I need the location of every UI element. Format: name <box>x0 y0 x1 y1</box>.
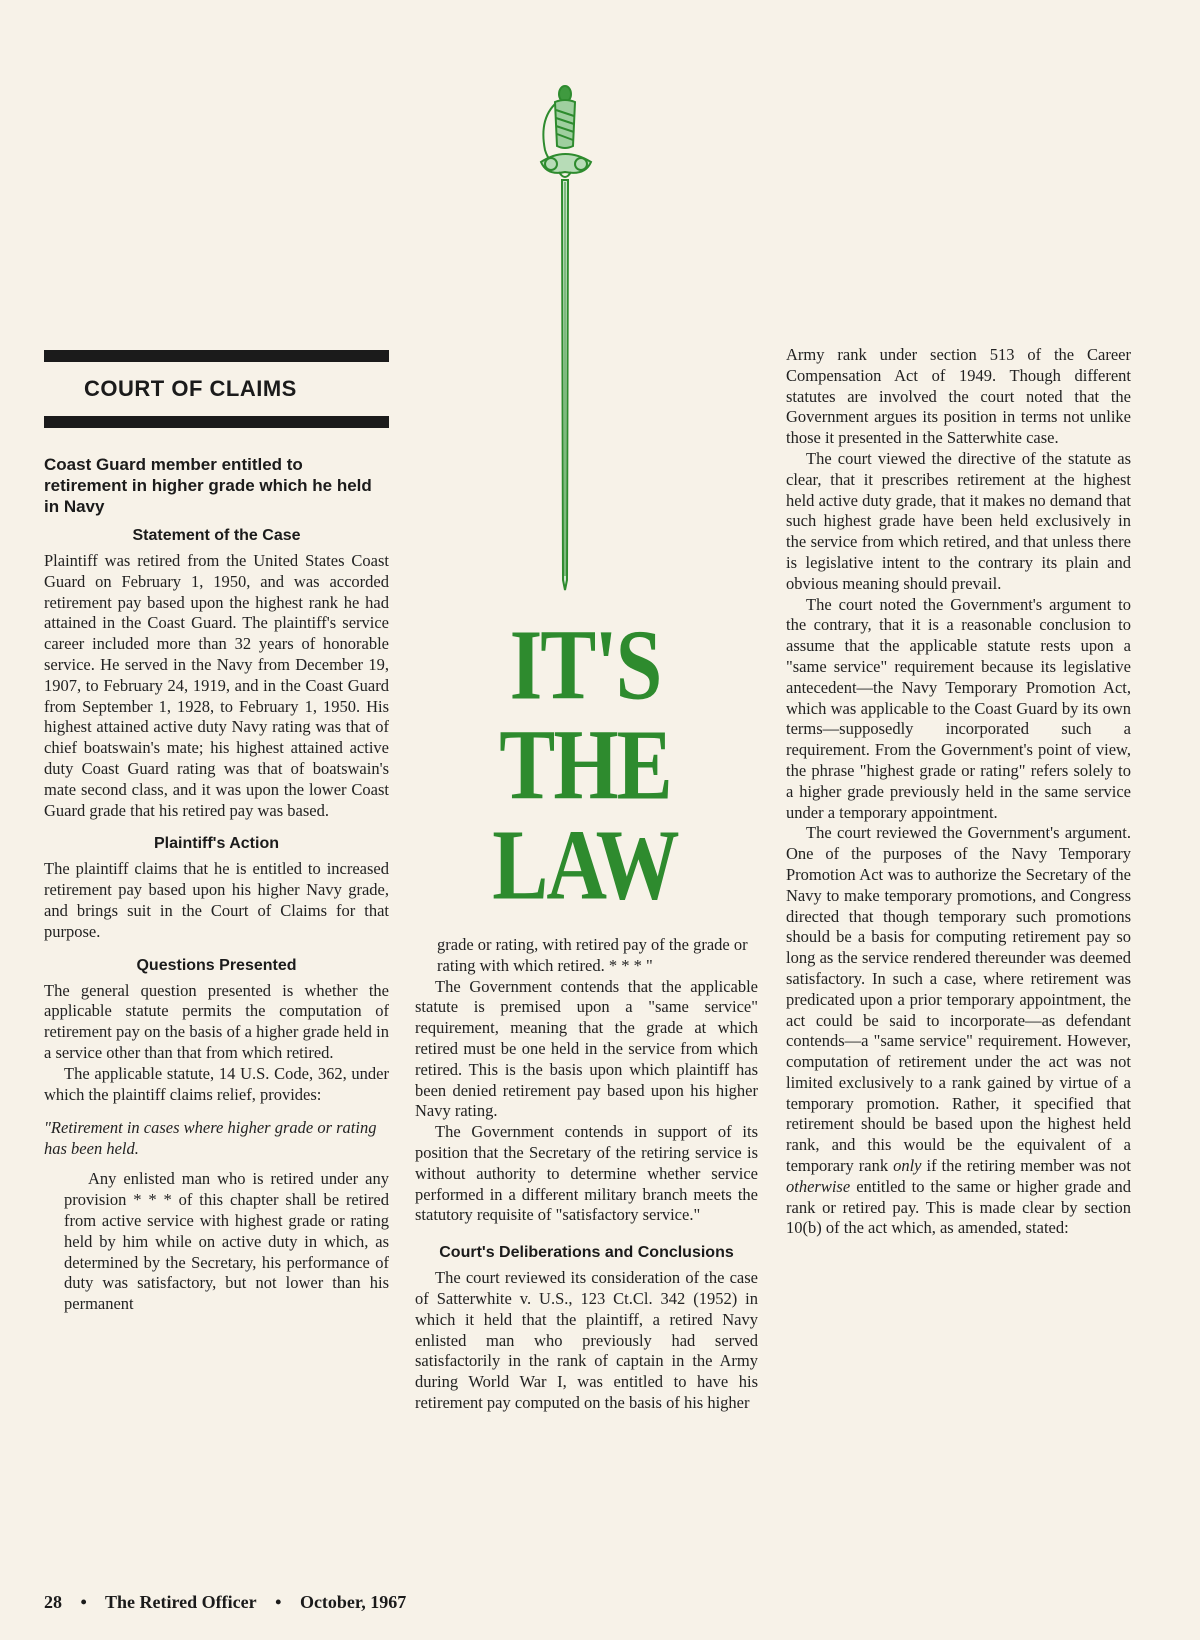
paragraph-questions-2: The applicable statute, 14 U.S. Code, 362, under which the plaintiff claims relief, provides: <box>44 1063 389 1104</box>
statute-quote-continued: grade or rating, with retired pay of the grade or rating with which retired. * * * " <box>437 935 748 975</box>
title-word-its: IT'S <box>509 609 661 722</box>
subhead-action: Plaintiff's Action <box>154 835 279 853</box>
footer-bullet: • <box>275 1592 282 1612</box>
paragraph-action: The plaintiff claims that he is entitled to increased retirement pay based upon his higher Navy grade, and brings suit in the Court of Claims for that purpose. <box>44 859 389 941</box>
publication-name: The Retired Officer <box>105 1592 257 1612</box>
right-column <box>786 345 1131 1239</box>
left-column <box>44 350 389 1315</box>
footer-bullet: • <box>80 1592 87 1612</box>
banner-top-rule <box>44 350 389 362</box>
article-headline: Coast Guard member entitled to retirement in higher grade which he held in Navy <box>44 455 372 516</box>
paragraph-government-2: The Government contends in support of its position that the Secretary of the retiring service is without authority to determine whether service performed in a different military branch meets the statutory requisite of "satisfactory service." <box>415 1122 758 1225</box>
paragraph-deliberations: The court reviewed its consideration of the case of Satterwhite v. U.S., 123 Ct.Cl. 342 (1952) in which it held that the plaintiff, a retired Navy enlisted man who previously had served satisfactorily in the rank of captain in the Army during World War I, was entitled to have his retirement pay computed on the basis of his higher <box>415 1268 758 1412</box>
statute-quote-body: Any enlisted man who is retired under any provision * * * of this chapter shall be retired from active service with highest grade or rating held by him while on active duty in which, as determined by the Secretary, his performance of duty was satisfactory, but not lower than his permanent <box>64 1169 389 1314</box>
paragraph-right-4-part-c: entitled to the same or higher grade and rank or retired pay. This is made clear by section 10(b) of the act which, as amended, stated: <box>786 1176 1131 1238</box>
subhead-statement: Statement of the Case <box>132 527 301 544</box>
paragraph-questions-1: The general question presented is whether the applicable statute permits the computation of retirement pay on the basis of a higher grade held in a service other than that from which retired. <box>44 980 389 1062</box>
emphasis-otherwise: otherwise <box>786 1176 851 1196</box>
section-title: COURT OF CLAIMS <box>84 376 297 401</box>
paragraph-right-1: Army rank under section 513 of the Career Compensation Act of 1949. Though different statutes are involved the court noted that the Government argues its position in terms not unlike those it presented in the Satterwhite case. <box>786 345 1131 448</box>
paragraph-right-4-part-b: if the retiring member was not <box>926 1156 1132 1176</box>
statute-quote-heading: "Retirement in cases where higher grade or rating has been held. <box>44 1118 377 1159</box>
page-number: 28 <box>44 1592 62 1612</box>
middle-column <box>415 935 758 1414</box>
paragraph-right-4-part-a: The court reviewed the Government's argument. One of the purposes of the Navy Temporary Promotion Act was to authorize the Secretary of the Navy to make temporary promotions, and Congress directed that though temporary such promotions should be a basis for computing retirement pay so long as the service rendered thereunder was deemed satisfactory. In such a case, where retirement was predicated upon a prior temporary appointment, the act could be said to incorporate—as defendant contends—a "same service" requirement. However, computation of retirement under the act was not limited exclusively to a rank gained by virtue of a temporary promotion. Rather, it specified that retirement should be based upon the highest held rank, and this would be the equivalent of a temporary rank <box>786 823 1131 1176</box>
paragraph-statement: Plaintiff was retired from the United States Coast Guard on February 1, 1950, and was accorded retirement pay based upon the highest rank he had attained in the Coast Guard. The plaintiff's service career included more than 32 years of honorable service. He served in the Navy from December 19, 1907, to February 24, 1919, and in the Coast Guard from September 1, 1928, to February 1, 1950. His highest attained active duty Navy rating was that of chief boatswain's mate; his highest attained active duty Coast Guard rating was that of boatswain's mate second class, and it was upon the lower Coast Guard grade that his retired pay was based. <box>44 551 389 820</box>
paragraph-right-3: The court noted the Government's argument to the contrary, that it is a reasonable conclusion to assume that the applicable statute rests upon a "same service" requirement because its legislative antecedent—the Navy Temporary Promotion Act, which was applicable to the Coast Guard by its own terms—supposedly incorporated such a requirement. From the Government's point of view, the phrase "highest grade or rating" refers solely to a higher grade previously held in the same service under a temporary appointment. <box>786 594 1131 822</box>
subhead-questions: Questions Presented <box>136 956 297 974</box>
paragraph-government-1: The Government contends that the applicable statute is premised upon a "same service" requirement, meaning that the grade at which retired must be one held in the service from which retired. This is the basis upon which plaintiff has been denied retirement pay based upon his higher Navy rating. <box>415 976 758 1121</box>
sword-icon <box>525 80 605 620</box>
banner-bottom-rule <box>44 416 389 428</box>
page-footer <box>44 1592 420 1613</box>
paragraph-right-4 <box>786 823 1131 1239</box>
paragraph-right-2: The court viewed the directive of the statute as clear, that it prescribes retirement at the highest held active duty grade, that it makes no demand that such highest grade have been held exclusively in the service from which retired, and that unless there is legislative intent to the contrary its plain and obvious meaning should prevail. <box>786 448 1131 593</box>
title-word-the: THE <box>499 709 671 822</box>
emphasis-only: only <box>893 1156 922 1176</box>
subhead-deliberations: Court's Deliberations and Conclusions <box>439 1244 734 1262</box>
issue-date: October, 1967 <box>299 1592 407 1612</box>
title-word-law: LAW <box>492 809 678 922</box>
